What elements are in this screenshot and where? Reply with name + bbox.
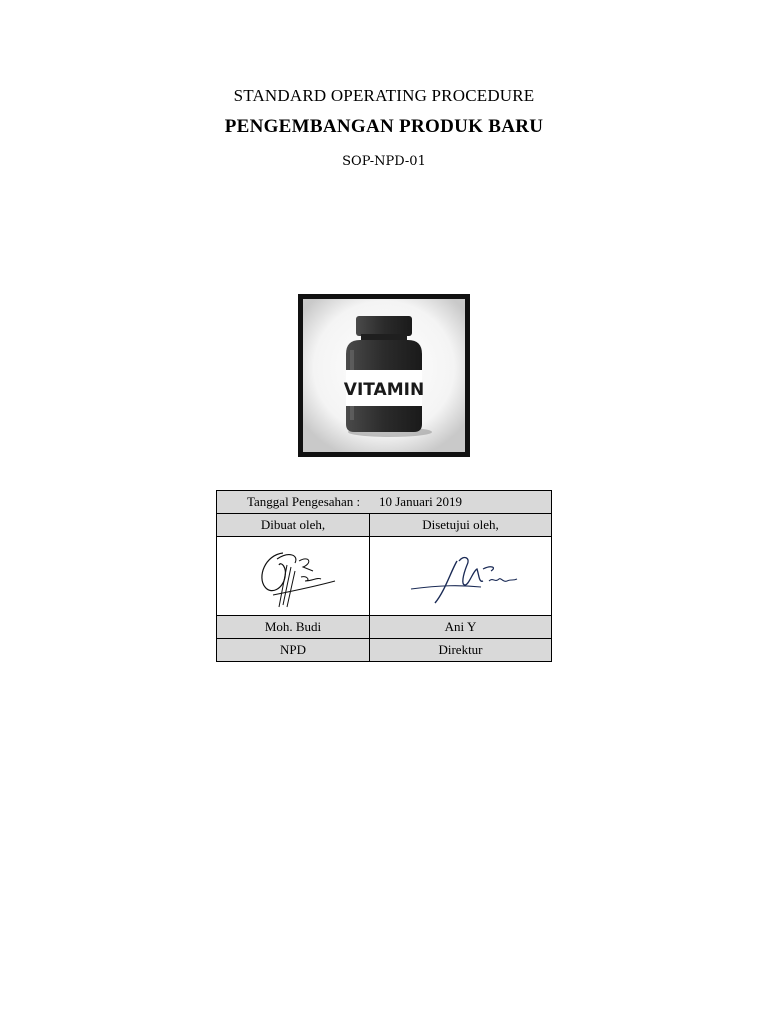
made-by-name: Moh. Budi	[217, 616, 370, 639]
document-subtitle: STANDARD OPERATING PROCEDURE	[233, 86, 535, 105]
approval-date-row	[217, 491, 552, 514]
made-by-label: Dibuat oleh,	[217, 514, 370, 537]
approved-by-role: Direktur	[370, 639, 552, 662]
document-code: SOP-NPD-01	[342, 154, 426, 169]
approved-by-name: Ani Y	[370, 616, 552, 639]
made-by-role: NPD	[217, 639, 370, 662]
signature-budi-icon	[243, 541, 343, 611]
approval-table	[216, 490, 552, 662]
approved-by-label: Disetujui oleh,	[370, 514, 552, 537]
document-title: PENGEMBANGAN PRODUK BARU	[224, 116, 544, 137]
vitamin-bottle-icon	[298, 294, 470, 457]
approval-date-value: 10 Januari 2019	[379, 494, 463, 509]
signature-ani-icon	[401, 541, 521, 611]
approval-date-label: Tanggal Pengesahan :	[247, 494, 361, 509]
vitamin-label: VITAMIN	[343, 380, 425, 400]
approved-by-signature	[370, 537, 552, 616]
made-by-signature	[217, 537, 370, 616]
